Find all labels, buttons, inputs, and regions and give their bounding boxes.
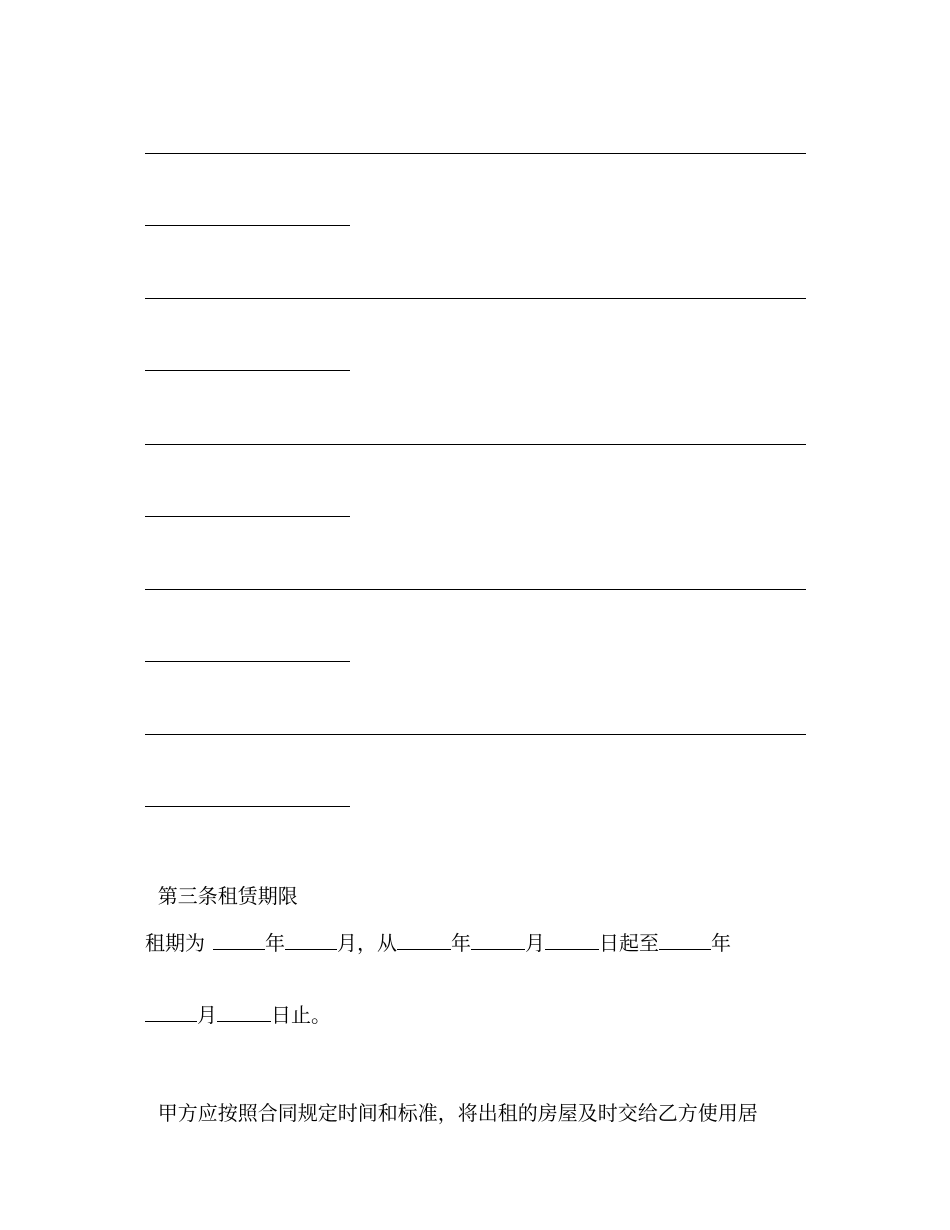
label-end-day: 日止。 <box>271 1003 331 1027</box>
blank-rule-6 <box>145 516 350 517</box>
blank-months[interactable] <box>285 931 337 950</box>
blank-rule-9 <box>145 734 806 735</box>
blank-rule-10 <box>145 806 350 807</box>
article-heading <box>145 857 298 909</box>
blank-end-day[interactable] <box>217 1003 271 1022</box>
label-end-month: 月 <box>197 1003 217 1027</box>
label-start-year: 年 <box>451 931 471 955</box>
lease-term-line-1 <box>145 930 731 956</box>
lease-term-line-2 <box>145 1002 331 1028</box>
blank-rule-3 <box>145 298 806 299</box>
blank-rule-8 <box>145 661 350 662</box>
blank-rule-7 <box>145 589 806 590</box>
delivery-paragraph-text: 甲方应按照合同规定时间和标准，将出租的房屋及时交给乙方使用居 <box>157 1101 758 1125</box>
lease-term-prefix: 租期为 <box>145 931 205 955</box>
blank-rule-1 <box>145 153 806 154</box>
blank-end-year[interactable] <box>659 931 711 950</box>
article-heading-text: 第三条租赁期限 <box>157 884 298 908</box>
label-start-day: 日起至 <box>599 931 659 955</box>
blank-start-month[interactable] <box>471 931 525 950</box>
label-year: 年 <box>265 931 285 955</box>
label-month-from: 月，从 <box>337 931 397 955</box>
blank-rule-4 <box>145 370 350 371</box>
blank-rule-5 <box>145 444 806 445</box>
label-start-month: 月 <box>525 931 545 955</box>
blank-end-month[interactable] <box>145 1003 197 1022</box>
blank-start-year[interactable] <box>397 931 451 950</box>
label-end-year: 年 <box>711 931 731 955</box>
blank-years[interactable] <box>213 931 265 950</box>
blank-rule-2 <box>145 225 350 226</box>
delivery-paragraph <box>145 1074 758 1126</box>
blank-start-day[interactable] <box>545 931 599 950</box>
